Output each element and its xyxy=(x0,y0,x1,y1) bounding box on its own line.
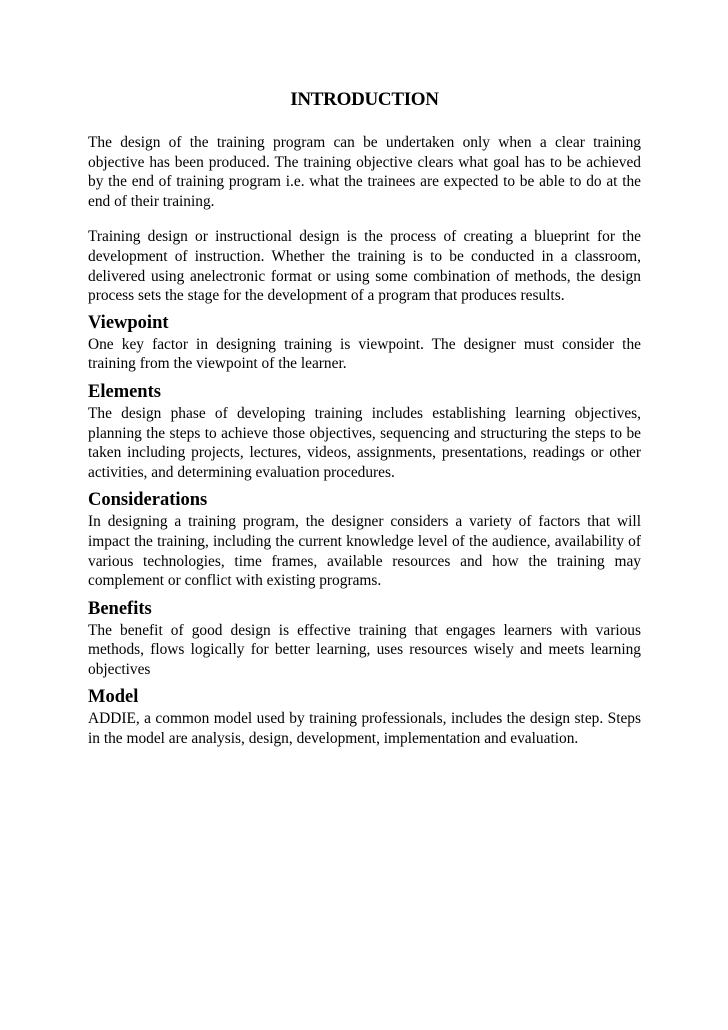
intro-paragraph-2: Training design or instructional design is the process of creating a blueprint for the development of instruction. Whether the training is to be conducted in a classroom, delivered using anelectronic format or using some combination of methods, the design process sets the stage for the development of a program that produces results. xyxy=(88,228,641,305)
section-considerations xyxy=(88,488,641,590)
section-heading-viewpoint: Viewpoint xyxy=(88,312,169,333)
section-body-model: ADDIE, a common model used by training professionals, includes the design step. Steps in the model are analysis, design, development, implementation and evaluation. xyxy=(88,710,641,748)
section-elements xyxy=(88,380,641,482)
page-title: INTRODUCTION xyxy=(290,89,439,110)
section-heading-benefits: Benefits xyxy=(88,598,152,619)
section-viewpoint xyxy=(88,311,641,374)
section-body-elements: The design phase of developing training includes establishing learning objectives, planning the steps to achieve those objectives, sequencing and structuring the steps to be taken including projects, lectures, videos, assignments, presentations, readings or other activities, and determining evaluation procedures. xyxy=(88,404,641,481)
section-heading-elements: Elements xyxy=(88,381,161,402)
section-benefits xyxy=(88,597,641,680)
intro-paragraph-1: The design of the training program can be undertaken only when a clear training objective has been produced. The training objective clears what goal has to be achieved by the end of training program i.e. what the trainees are expected to be able to do at the end of their training. xyxy=(88,134,641,210)
section-body-viewpoint: One key factor in designing training is viewpoint. The designer must consider the training from the viewpoint of the learner. xyxy=(88,335,641,373)
section-body-benefits: The benefit of good design is effective training that engages learners with various methods, flows logically for better learning, uses resources wisely and meets learning objectives xyxy=(88,621,641,678)
section-body-considerations: In designing a training program, the designer considers a variety of factors that will impact the training, including the current knowledge level of the audience, availability of various technologies, time frames, available resources and how the training may complement or conflict with existing programs. xyxy=(88,513,641,590)
document-page xyxy=(88,88,641,755)
section-model xyxy=(88,685,641,748)
section-heading-model: Model xyxy=(88,687,139,708)
section-heading-considerations: Considerations xyxy=(88,490,208,511)
